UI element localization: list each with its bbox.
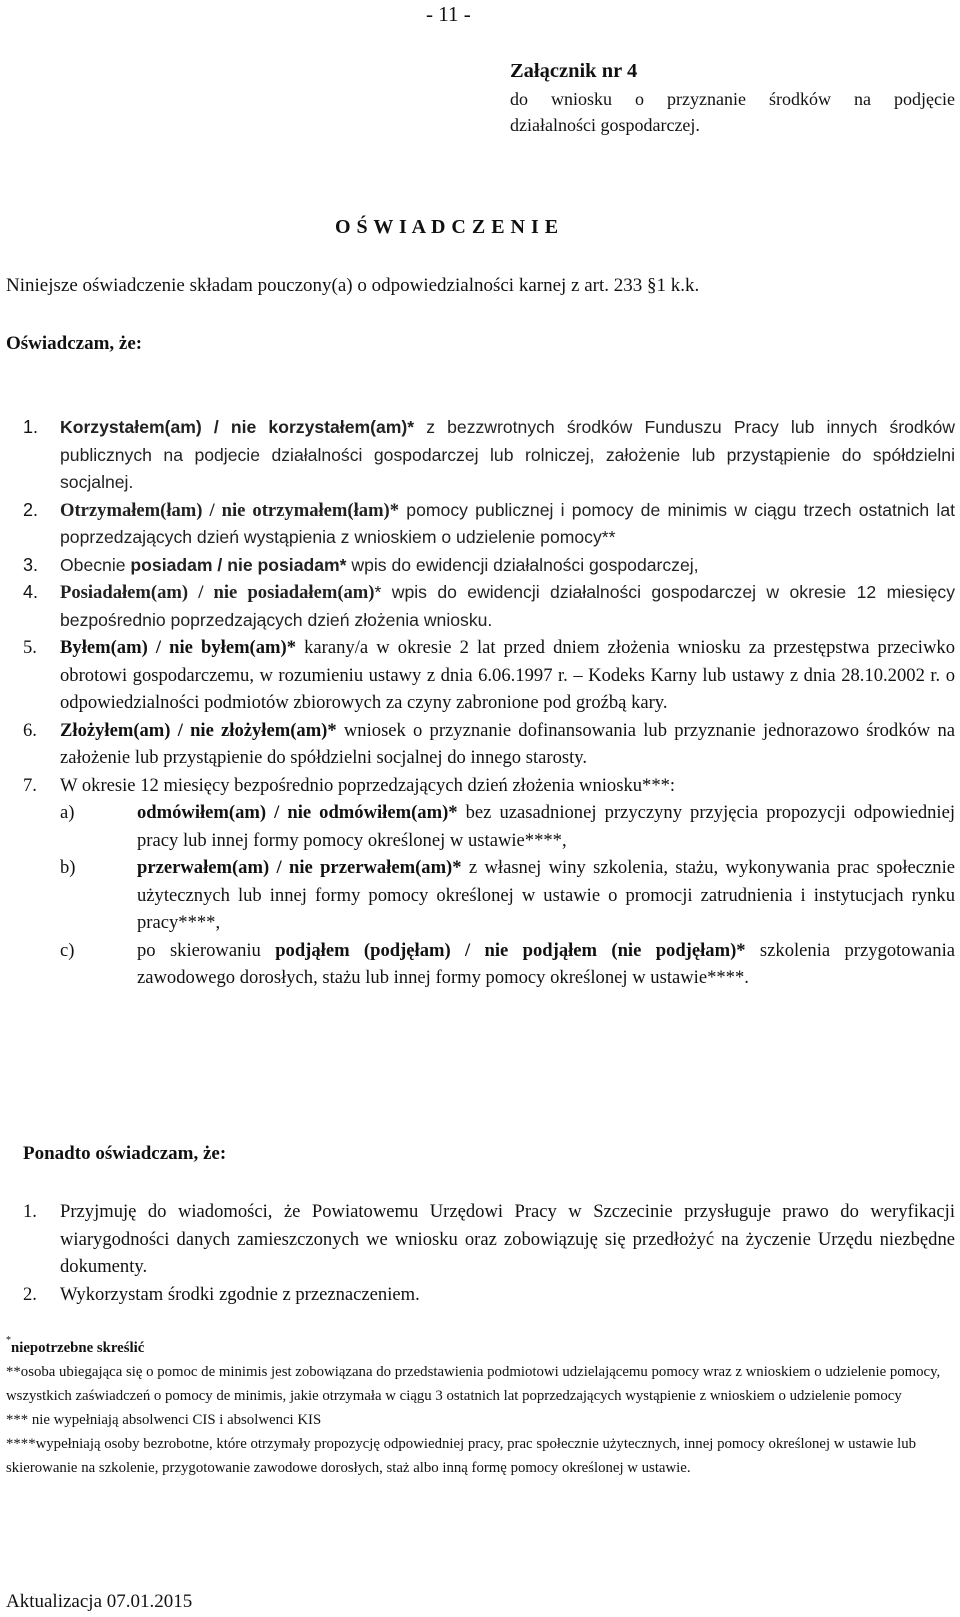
page-number: - 11 -: [426, 2, 471, 26]
declaration-item: [23, 552, 955, 580]
sub-item: [60, 854, 955, 937]
item-number: 2.: [23, 499, 39, 520]
sub-item-bold: odmówiłem(am) / nie odmówiłem(am)*: [137, 802, 458, 823]
item-bold: posiadam / nie posiadam*: [130, 554, 347, 575]
footnote-3: *** nie wypełniają absolwenci CIS i absolwenci KIS: [6, 1412, 322, 1428]
item-bold: Złożyłem(am) / nie złożyłem(am)*: [60, 719, 337, 741]
item-number: 3.: [23, 554, 39, 575]
further-list: [23, 1198, 955, 1308]
item-number: 4.: [23, 582, 39, 602]
item-bold: Byłem(am) / nie byłem(am)*: [60, 637, 297, 658]
further-item: [23, 1281, 955, 1309]
item-rest: wniosek o przyznanie dofinansowania lub przyznanie jednorazowo środków na założenie lub przystąpienie do spółdzielni socjalnej do innego starosty.: [60, 719, 955, 768]
declaration-list: [23, 414, 955, 992]
annex-subtitle-line1: do wniosku o przyznanie środków na podjęcie: [510, 89, 955, 109]
further-item: [23, 1198, 955, 1281]
sub-item: [60, 799, 955, 854]
item-text: [60, 552, 955, 580]
sub-item-text: [137, 854, 955, 937]
item-number: 6.: [23, 719, 37, 741]
sub-item-rest: szkolenia przygotowania zawodowego dorosłych, stażu lub innej formy pomocy określonej w ustawie****.: [137, 939, 955, 988]
item-rest: karany/a w okresie 2 lat przed dniem złożenia wniosku za przestępstwa przeciwko obrotowi gospodarczemu, w rozumieniu ustawy z dnia 6.06.1997 r. – Kodeks Karny lub ustawy z dnia 28.10.2002 r. o odpowiedzialności podmiotów zbiorowych za czyny zabronione pod groźbą kary.: [60, 637, 955, 713]
item-rest: W okresie 12 miesięcy bezpośrednio poprzedzających dzień złożenia wniosku***:: [60, 774, 676, 796]
item-rest: * wpis do ewidencji działalności gospodarczej w okresie 12 miesięcy bezpośrednio poprzedzających dzień złożenia wniosku.: [60, 582, 955, 630]
declare-label: Oświadczam, że:: [6, 333, 143, 354]
item-number: 1.: [23, 1201, 37, 1222]
sub-item-text: [137, 799, 955, 854]
item-number: 2.: [23, 1283, 37, 1305]
declaration-item: [23, 717, 955, 772]
footnote-4: ****wypełniają osoby bezrobotne, które otrzymały propozycję odpowiedniej pracy, prac społecznie użytecznych, innej pomocy określonej w ustawie lub skierowanie na szkolenie, przygotowanie zawodowe dorosłych, staż albo inną formę pomocy określonej w ustawie.: [6, 1436, 916, 1476]
sub-item-rest: z własnej winy szkolenia, stażu, wykonywania prac społecznie użytecznych lub innej formy pomocy określonej w ustawie o promocji zatrudnienia i instytucjach rynku pracy****,: [137, 857, 955, 933]
item-bold: Posiadałem(am) / nie posiadałem(am): [60, 582, 375, 603]
item-text: Przyjmuję do wiadomości, że Powiatowemu Urzędowi Pracy w Szczecinie przysługuje prawo do weryfikacji wiarygodności danych zamieszczonych we wniosku oraz zobowiązuję się przedłożyć na życzenie Urzędu niezbędne dokumenty.: [60, 1201, 955, 1277]
sub-item-letter: b): [60, 857, 76, 878]
declaration-item: [23, 634, 955, 717]
item-text: [60, 634, 955, 717]
item-text: [60, 497, 955, 552]
item-number: 1.: [23, 417, 39, 437]
item-text: [60, 414, 955, 497]
item-text: [60, 772, 955, 992]
item-bold: Korzystałem(am) / nie korzystałem(am)*: [60, 417, 415, 437]
annex-subtitle-line2: działalności gospodarczej.: [510, 115, 700, 135]
declaration-item: [23, 414, 955, 497]
declaration-item: [23, 772, 955, 992]
sub-item-pre: po skierowaniu: [137, 939, 276, 961]
item-bold: Otrzymałem(łam) / nie otrzymałem(łam)*: [60, 499, 400, 521]
item-number: 7.: [23, 774, 37, 796]
footnotes: [6, 1336, 955, 1480]
item-text: Wykorzystam środki zgodnie z przeznaczeniem.: [60, 1283, 420, 1305]
annex-title: Załącznik nr 4: [510, 60, 638, 82]
annex-block: [510, 56, 955, 138]
sub-item-text: [137, 937, 955, 992]
item-rest: pomocy publicznej i pomocy de minimis w ciągu trzech ostatnich lat poprzedzających dzień wystąpienia z wnioskiem o udzielenie pomocy**: [60, 499, 955, 547]
item-text: [60, 717, 955, 772]
footnote-mark: *: [6, 1335, 11, 1346]
further-declare-label: Ponadto oświadczam, że:: [23, 1143, 227, 1164]
sub-item-letter: c): [60, 939, 75, 961]
item-pre: Obecnie: [60, 554, 131, 575]
declaration-item: [23, 497, 955, 552]
sub-item-rest: bez uzasadnionej przyczyny przyjęcia propozycji odpowiedniej pracy lub innej formy pomocy określonej w ustawie****,: [137, 802, 956, 851]
footnote-text: niepotrzebne skreślić: [11, 1340, 145, 1356]
update-date: Aktualizacja 07.01.2015: [6, 1591, 193, 1612]
document-heading: O Ś W I A D C Z E N I E: [335, 216, 559, 238]
item-rest: z bezzwrotnych środków Funduszu Pracy lub innych środków publicznych na podjecie działalności gospodarczej lub rolniczej, założenie lub przystąpienie do spółdzielni socjalnej.: [60, 417, 955, 492]
declaration-item: [23, 579, 955, 634]
intro-statement: Niniejsze oświadczenie składam pouczony(a) o odpowiedzialności karnej z art. 233 §1 k.k.: [6, 275, 700, 296]
sub-item-bold: przerwałem(am) / nie przerwałem(am)*: [137, 857, 462, 878]
footnote-1: [6, 1336, 955, 1360]
item-text: [60, 579, 955, 634]
sub-item: [60, 937, 955, 992]
sub-item-bold: podjąłem (podjęłam) / nie podjąłem (nie podjęłam)*: [275, 939, 746, 961]
sub-item-letter: a): [60, 802, 75, 823]
footnote-2: **osoba ubiegająca się o pomoc de minimis jest zobowiązana do przedstawienia podmiotowi udzielającemu pomocy wraz z wnioskiem o udzielenie pomocy, wszystkich zaświadczeń o pomocy de minimis, jakie otrzymała w ciągu 3 ostatnich lat poprzedzających wystąpienie z wnioskiem o udzielenie pomocy: [6, 1364, 941, 1404]
item-number: 5.: [23, 637, 37, 658]
item-rest: wpis do ewidencji działalności gospodarczej,: [346, 554, 699, 575]
